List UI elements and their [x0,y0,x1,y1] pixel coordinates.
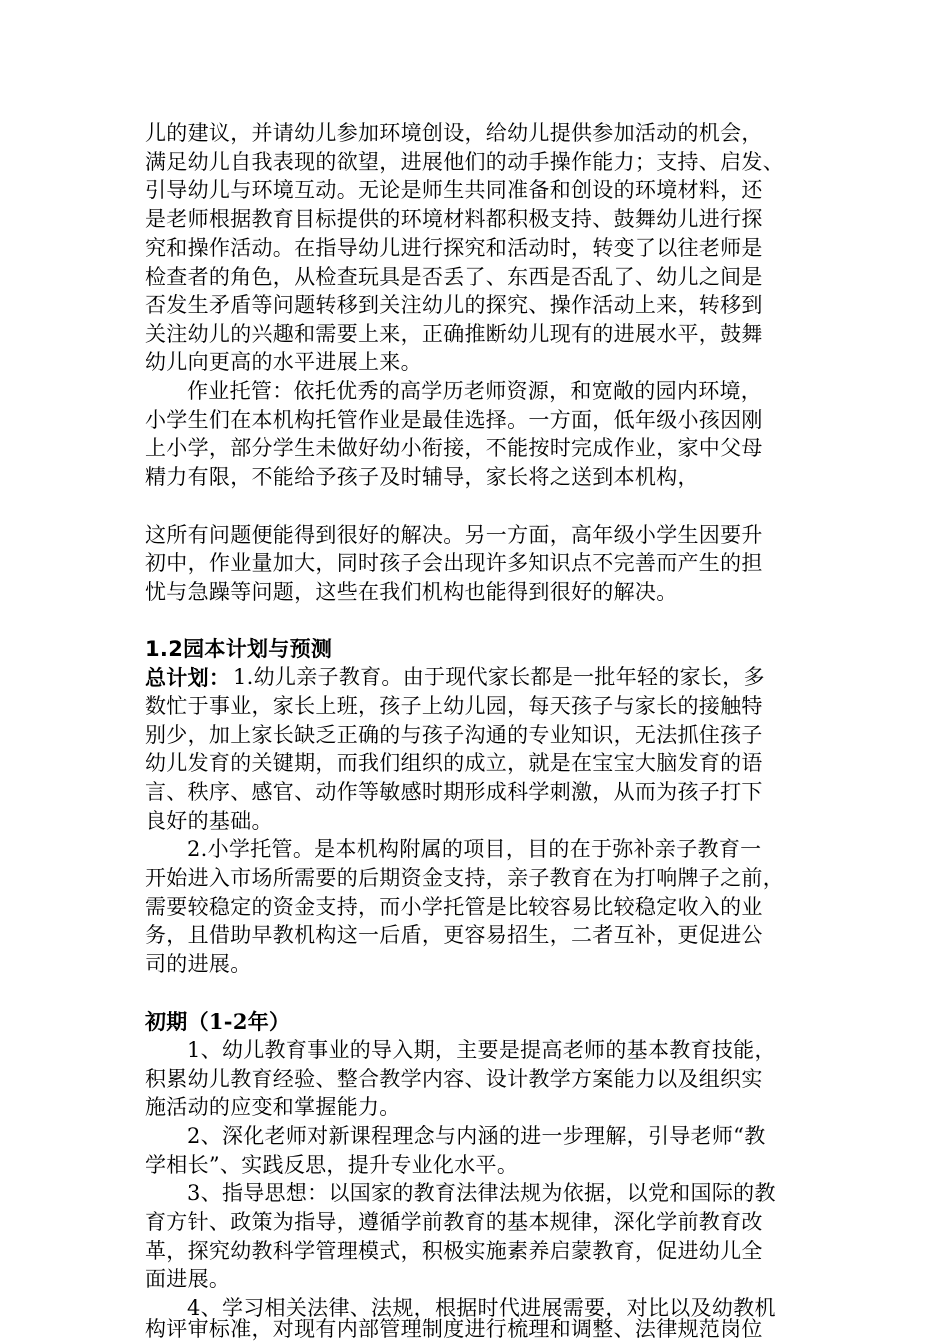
paragraph-line: 言、秩序、感官、动作等敏感时期形成科学刺激，从而为孩子打下 [145,780,763,804]
paragraph-line: 初中，作业量加大，同时孩子会出现许多知识点不完善而产生的担 [145,551,763,575]
section-heading: 1.2园本计划与预测 [145,637,333,661]
paragraph-line: 务，且借助早教机构这一后盾，更容易招生，二者互补，更促进公 [145,923,763,947]
paragraph-line: 幼儿向更高的水平进展上来。 [145,350,422,374]
paragraph-line: 数忙于事业，家长上班，孩子上幼儿园，每天孩子与家长的接触特 [145,694,763,718]
paragraph-line: 3、指导思想：以国家的教育法律法规为依据，以党和国际的教 [187,1181,776,1205]
paragraph-line: 4、学习相关法律、法规，根据时代进展需要，对比以及幼教机 [187,1296,776,1320]
paragraph-line: 是老师根据教育目标提供的环境材料都积极支持、鼓舞幼儿进行探 [145,207,763,231]
paragraph-line: 这所有问题便能得到很好的解决。另一方面，高年级小学生因要升 [145,523,763,547]
paragraph-line: 积累幼儿教育经验、整合教学内容、设计教学方案能力以及组织实 [145,1067,763,1091]
paragraph-line: 构评审标准，对现有内部管理制度进行梳理和调整、法律规范岗位 [145,1317,763,1341]
paragraph-line: 究和操作活动。在指导幼儿进行探究和活动时，转变了以往老师是 [145,236,763,260]
paragraph-line: 幼儿发育的关键期，而我们组织的成立，就是在宝宝大脑发育的语 [145,751,763,775]
paragraph-line: 司的进展。 [145,952,252,976]
paragraph-line: 满足幼儿自我表现的欲望，进展他们的动手操作能力；支持、启发、 [145,150,784,174]
paragraph-line: 作业托管：依托优秀的高学历老师资源，和宽敞的园内环境， [187,379,763,403]
paragraph-line: 小学生们在本机构托管作业是最佳选择。一方面，低年级小孩因刚 [145,408,763,432]
paragraph-line: 儿的建议，并请幼儿参加环境创设，给幼儿提供参加活动的机会， [145,121,763,145]
overall-plan-label: 总计划： [145,665,231,690]
paragraph-line: 关注幼儿的兴趣和需要上来，正确推断幼儿现有的进展水平，鼓舞 [145,322,763,346]
paragraph-line: 良好的基础。 [145,809,273,833]
paragraph-line: 面进展。 [145,1267,231,1291]
paragraph-line: 需要较稳定的资金支持，而小学托管是比较容易比较稳定收入的业 [145,895,763,919]
phase-heading: 初期（1-2年） [145,1009,291,1034]
paragraph-line: 别少，加上家长缺乏正确的与孩子沟通的专业知识，无法抓住孩子 [145,723,763,747]
paragraph-line: 育方针、政策为指导，遵循学前教育的基本规律，深化学前教育改 [145,1210,763,1234]
paragraph-line: 开始进入市场所需要的后期资金支持，亲子教育在为打响牌子之前， [145,866,784,890]
paragraph-line: 革，探究幼教科学管理模式，积极实施素养启蒙教育，促进幼儿全 [145,1239,763,1263]
paragraph-line: 上小学，部分学生未做好幼小衔接，不能按时完成作业，家中父母 [145,436,763,460]
paragraph-line: 1、幼儿教育事业的导入期，主要是提高老师的基本教育技能， [187,1038,776,1062]
paragraph-line: 否发生矛盾等问题转移到关注幼儿的探究、操作活动上来，转移到 [145,293,763,317]
paragraph-line: 施活动的应变和掌握能力。 [145,1095,401,1119]
paragraph-line: 精力有限，不能给予孩子及时辅导，家长将之送到本机构， [145,465,699,489]
paragraph-line: 检查者的角色，从检查玩具是否丢了、东西是否乱了、幼儿之间是 [145,265,763,289]
paragraph-line: 引导幼儿与环境互动。无论是师生共同准备和创设的环境材料，还 [145,178,763,202]
paragraph-line: 2、深化老师对新课程理念与内涵的进一步理解，引导老师“教 [187,1124,766,1148]
paragraph-line: 学相长”、实践反思，提升专业化水平。 [145,1153,519,1177]
paragraph-line: 忧与急躁等问题，这些在我们机构也能得到很好的解决。 [145,580,678,604]
paragraph-line: 2.小学托管。是本机构附属的项目，目的在于弥补亲子教育一 [187,837,762,861]
paragraph-line: 1.幼儿亲子教育。由于现代家长都是一批年轻的家长，多 [233,665,765,689]
